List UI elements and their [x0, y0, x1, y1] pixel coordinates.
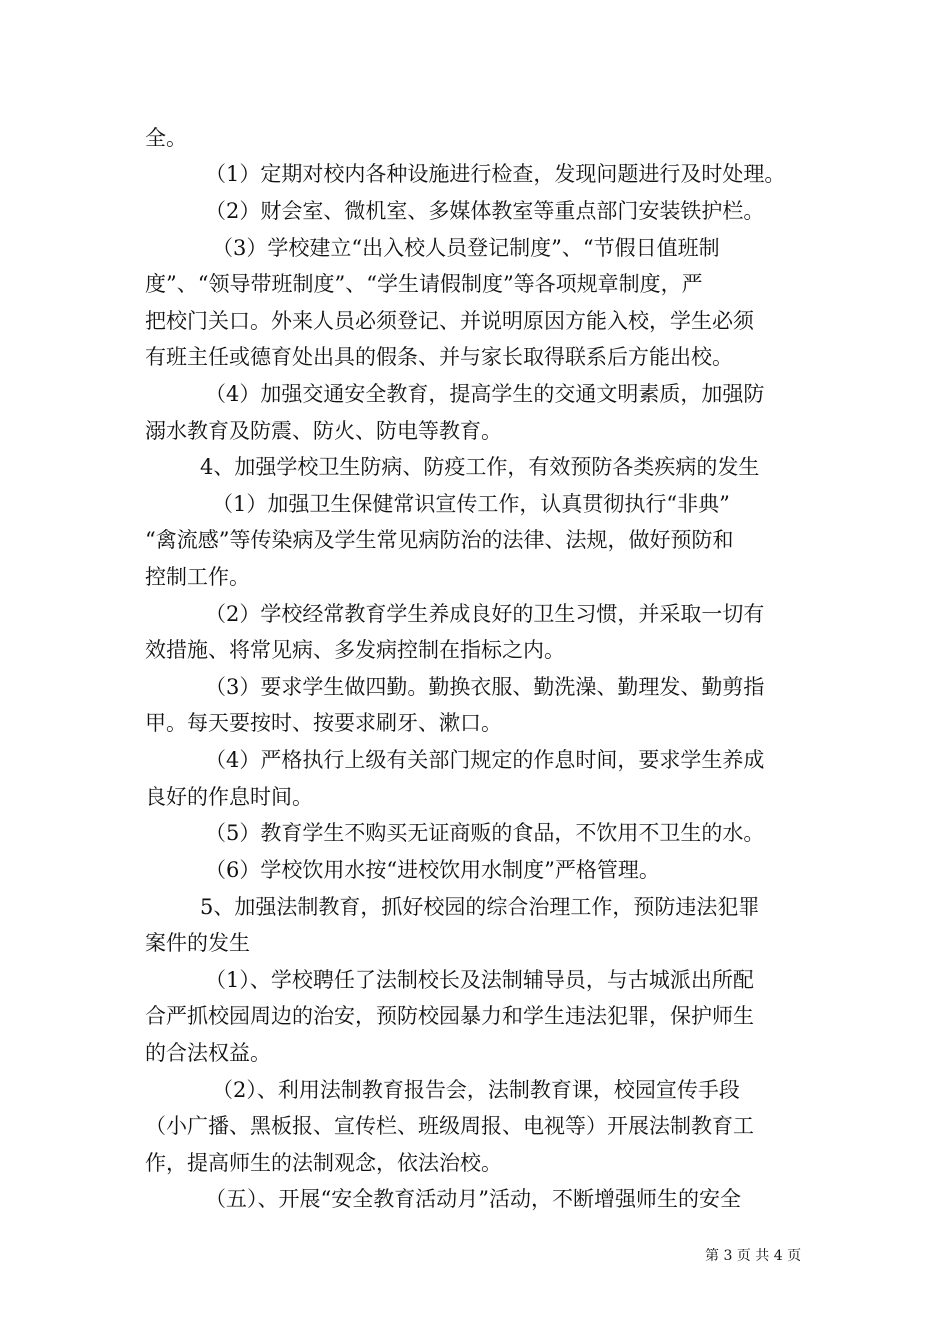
text-line: 作，提高师生的法制观念，依法治校。: [145, 1151, 502, 1175]
text-line: （4）加强交通安全教育，提高学生的交通文明素质，加强防: [205, 382, 765, 406]
text-line: （小广播、黑板报、宣传栏、班级周报、电视等）开展法制教育工: [145, 1114, 754, 1138]
text-line: 案件的发生: [145, 931, 250, 955]
text-line: 全。: [145, 126, 187, 150]
text-line: （4）严格执行上级有关部门规定的作息时间，要求学生养成: [205, 748, 765, 772]
text-line: （1）定期对校内各种设施进行检查，发现问题进行及时处理。: [205, 162, 786, 186]
text-line: 的合法权益。: [145, 1041, 271, 1065]
text-line: 4、加强学校卫生防病、防疫工作，有效预防各类疾病的发生: [200, 455, 760, 479]
text-line: （2）、利用法制教育报告会，法制教育课，校园宣传手段: [212, 1078, 740, 1102]
text-line: 度”、“领导带班制度”、“学生请假制度”等各项规章制度，严: [145, 272, 703, 296]
text-line: 5、加强法制教育，抓好校园的综合治理工作，预防违法犯罪: [200, 895, 760, 919]
text-line: （2）学校经常教育学生养成良好的卫生习惯，并采取一切有: [205, 602, 765, 626]
text-line: 效措施、将常见病、多发病控制在指标之内。: [145, 638, 565, 662]
text-line: （1）、学校聘任了法制校长及法制辅导员，与古城派出所配: [205, 968, 754, 992]
text-line: 合严抓校园周边的治安，预防校园暴力和学生违法犯罪，保护师生: [145, 1004, 754, 1028]
text-line: 良好的作息时间。: [145, 785, 313, 809]
text-line: （6）学校饮用水按“进校饮用水制度”严格管理。: [205, 858, 660, 882]
text-line: “禽流感”等传染病及学生常见病防治的法律、法规，做好预防和: [145, 528, 734, 552]
text-line: （3）学校建立“出入校人员登记制度”、“节假日值班制: [212, 236, 720, 260]
text-line: 控制工作。: [145, 565, 250, 589]
text-line: （5）教育学生不购买无证商贩的食品，不饮用不卫生的水。: [205, 821, 765, 845]
text-line: （2）财会室、微机室、多媒体教室等重点部门安装铁护栏。: [205, 199, 765, 223]
text-line: （五）、开展“安全教育活动月”活动，不断增强师生的安全: [205, 1187, 741, 1211]
text-line: 把校门关口。外来人员必须登记、并说明原因方能入校，学生必须: [145, 309, 754, 333]
text-line: （1）加强卫生保健常识宣传工作，认真贯彻执行“非典”: [212, 492, 730, 516]
page-footer: 第 3 页 共 4 页: [705, 1248, 802, 1264]
text-line: 有班主任或德育处出具的假条、并与家长取得联系后方能出校。: [145, 345, 733, 369]
text-line: 甲。每天要按时、按要求刷牙、漱口。: [145, 711, 502, 735]
text-line: （3）要求学生做四勤。勤换衣服、勤洗澡、勤理发、勤剪指: [205, 675, 765, 699]
text-line: 溺水教育及防震、防火、防电等教育。: [145, 419, 502, 443]
